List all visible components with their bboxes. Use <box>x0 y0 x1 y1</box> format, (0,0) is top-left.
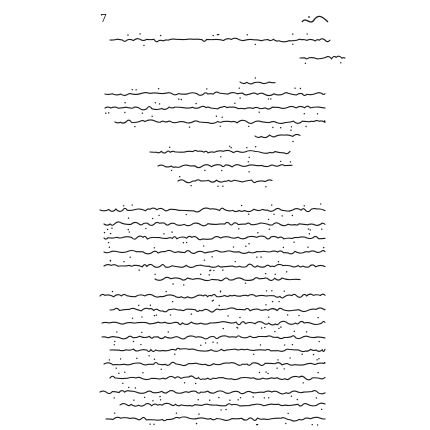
handwritten-line <box>110 308 325 312</box>
handwritten-line <box>115 120 325 124</box>
diacritic-dot <box>278 261 279 262</box>
diacritic-dot <box>308 228 309 229</box>
diacritic-dot <box>275 274 276 275</box>
diacritic-dot <box>158 215 159 216</box>
diacritic-dot <box>285 423 286 424</box>
diacritic-dot <box>257 424 258 425</box>
diacritic-dot <box>104 232 105 233</box>
diacritic-dot <box>124 102 125 103</box>
diacritic-dot <box>318 358 319 359</box>
diacritic-dot <box>222 269 223 270</box>
diacritic-dot <box>230 147 231 148</box>
diacritic-dot <box>156 314 157 315</box>
diacritic-dot <box>272 301 273 302</box>
diacritic-dot <box>195 383 196 384</box>
diacritic-dot <box>129 257 130 258</box>
handwritten-line <box>240 82 275 84</box>
diacritic-dot <box>109 359 110 360</box>
diacritic-dot <box>211 256 212 257</box>
diacritic-dot <box>141 316 142 317</box>
diacritic-dot <box>238 399 239 400</box>
diacritic-dot <box>204 259 205 260</box>
diacritic-dot <box>111 228 112 229</box>
diacritic-dot <box>132 89 133 90</box>
diacritic-dot <box>271 204 272 205</box>
diacritic-dot <box>265 273 266 274</box>
diacritic-dot <box>292 33 293 34</box>
diacritic-dot <box>105 113 106 114</box>
diacritic-dot <box>178 98 179 99</box>
diacritic-dot <box>317 317 318 318</box>
diacritic-dot <box>114 341 115 342</box>
diacritic-dot <box>140 344 141 345</box>
diacritic-dot <box>304 113 305 114</box>
diacritic-dot <box>155 102 156 103</box>
diacritic-dot <box>158 88 159 89</box>
diacritic-dot <box>266 290 267 291</box>
diacritic-dot <box>159 103 160 104</box>
diacritic-dot <box>183 284 184 285</box>
diacritic-dot <box>112 291 113 292</box>
diacritic-dot <box>256 256 257 257</box>
diacritic-dot <box>172 283 173 284</box>
handwritten-line <box>100 294 325 298</box>
handwritten-line <box>110 376 325 380</box>
diacritic-dot <box>249 157 250 158</box>
diacritic-dot <box>276 367 277 368</box>
diacritic-dot <box>190 185 191 186</box>
diacritic-dot <box>127 34 128 35</box>
handwritten-line <box>100 208 325 212</box>
diacritic-dot <box>280 161 281 162</box>
diacritic-dot <box>248 126 249 127</box>
diacritic-dot <box>320 203 321 204</box>
diacritic-dot <box>287 413 288 414</box>
diacritic-dot <box>267 373 268 374</box>
diacritic-dot <box>168 331 169 332</box>
diacritic-dot <box>293 241 294 242</box>
diacritic-dot <box>303 382 304 383</box>
diacritic-dot <box>171 170 172 171</box>
diacritic-dot <box>319 341 320 342</box>
diacritic-dot <box>246 147 247 148</box>
handwritten-line <box>178 180 272 183</box>
handwritten-line <box>120 403 325 406</box>
diacritic-dot <box>261 327 262 328</box>
diacritic-dot <box>108 112 109 113</box>
diacritic-dot <box>206 88 207 89</box>
diacritic-dot <box>248 214 249 215</box>
diacritic-dot <box>176 412 177 413</box>
diacritic-dot <box>132 318 133 319</box>
diacritic-dot <box>248 161 249 162</box>
diacritic-dot <box>216 116 217 117</box>
diacritic-dot <box>272 127 273 128</box>
diacritic-dot <box>124 372 125 373</box>
handwritten-line <box>110 348 325 351</box>
diacritic-dot <box>260 256 261 257</box>
diacritic-dot <box>281 215 282 216</box>
diacritic-dot <box>198 399 199 400</box>
diacritic-dot <box>306 331 307 332</box>
diacritic-dot <box>174 353 175 354</box>
diacritic-dot <box>161 369 162 370</box>
diacritic-dot <box>289 357 290 358</box>
diacritic-dot <box>252 396 253 397</box>
diacritic-dot <box>233 246 234 247</box>
handwritten-line <box>104 264 325 267</box>
diacritic-dot <box>184 382 185 383</box>
diacritic-dot <box>179 176 180 177</box>
diacritic-dot <box>114 344 115 345</box>
diacritic-dot <box>270 98 271 99</box>
diacritic-dot <box>292 344 293 345</box>
diacritic-dot <box>220 156 221 157</box>
diacritic-dot <box>264 397 265 398</box>
diacritic-dot <box>135 387 136 388</box>
diacritic-dot <box>283 247 284 248</box>
diacritic-dot <box>200 345 201 346</box>
diacritic-dot <box>240 397 241 398</box>
diacritic-dot <box>154 315 155 316</box>
diacritic-dot <box>133 341 134 342</box>
diacritic-dot <box>310 229 311 230</box>
diacritic-dot <box>218 34 219 35</box>
diacritic-dot <box>280 326 281 327</box>
diacritic-dot <box>287 314 288 315</box>
diacritic-dot <box>134 126 135 127</box>
diacritic-dot <box>321 409 322 410</box>
diacritic-dot <box>219 305 220 306</box>
handwritten-line <box>104 236 325 240</box>
diacritic-dot <box>248 243 249 244</box>
diacritic-dot <box>195 103 196 104</box>
diacritic-dot <box>136 358 137 359</box>
diacritic-dot <box>160 399 161 400</box>
diacritic-dot <box>241 205 242 206</box>
diacritic-dot <box>292 141 293 142</box>
handwritten-line <box>104 362 325 365</box>
diacritic-dot <box>114 412 115 413</box>
diacritic-dot <box>132 204 133 205</box>
diacritic-dot <box>128 229 129 230</box>
handwritten-line <box>105 106 325 110</box>
diacritic-dot <box>292 44 293 45</box>
diacritic-dot <box>260 344 261 345</box>
diacritic-dot <box>284 290 285 291</box>
diacritic-dot <box>212 35 213 36</box>
diacritic-dot <box>204 170 205 171</box>
diacritic-dot <box>166 291 167 292</box>
diacritic-dot <box>257 232 258 233</box>
diacritic-dot <box>220 126 221 127</box>
diacritic-dot <box>114 397 115 398</box>
diacritic-dot <box>253 354 254 355</box>
diacritic-dot <box>154 359 155 360</box>
handwritten-line <box>102 336 325 339</box>
handwritten-line <box>104 222 325 226</box>
diacritic-dot <box>245 246 246 247</box>
diacritic-dot <box>317 372 318 373</box>
diacritic-dot <box>163 233 164 234</box>
diacritic-dot <box>186 214 187 215</box>
diacritic-dot <box>265 304 266 305</box>
diacritic-dot <box>229 146 230 147</box>
diacritic-dot <box>170 314 171 315</box>
diacritic-dot <box>238 228 239 229</box>
diacritic-dot <box>255 146 256 147</box>
diacritic-dot <box>304 205 305 206</box>
diacritic-dot <box>284 344 285 345</box>
diacritic-dot <box>110 260 111 261</box>
diacritic-dot <box>269 228 270 229</box>
diacritic-dot <box>212 341 213 342</box>
diacritic-dot <box>305 63 306 64</box>
diacritic-dot <box>203 245 204 246</box>
diacritic-dot <box>145 228 146 229</box>
diacritic-dot <box>297 399 298 400</box>
diacritic-dot <box>323 247 324 248</box>
handwritten-line <box>105 92 325 95</box>
diacritic-dot <box>259 372 260 373</box>
diacritic-dot <box>154 274 155 275</box>
diacritic-dot <box>221 117 222 118</box>
diacritic-dot <box>123 205 124 206</box>
diacritic-dot <box>151 116 152 117</box>
diacritic-dot <box>196 423 197 424</box>
diacritic-dot <box>265 371 266 372</box>
diacritic-dot <box>239 97 240 98</box>
diacritic-dot <box>116 368 117 369</box>
diacritic-dot <box>286 271 287 272</box>
diacritic-dot <box>159 396 160 397</box>
diacritic-dot <box>191 313 192 314</box>
diacritic-dot <box>294 331 295 332</box>
diacritic-dot <box>316 359 317 360</box>
diacritic-dot <box>189 126 190 127</box>
diacritic-dot <box>317 424 318 425</box>
diacritic-dot <box>236 327 237 328</box>
diacritic-dot <box>321 229 322 230</box>
diacritic-dot <box>223 328 224 329</box>
diacritic-dot <box>118 373 119 374</box>
handwritten-line <box>150 150 290 153</box>
page-number: 7 <box>100 12 107 25</box>
diacritic-dot <box>153 424 154 425</box>
diacritic-dot <box>255 77 256 78</box>
diacritic-dot <box>265 186 266 187</box>
diacritic-dot <box>149 423 150 424</box>
diacritic-dot <box>280 127 281 128</box>
diacritic-dot <box>313 354 314 355</box>
diacritic-dot <box>160 35 161 36</box>
diacritic-dot <box>138 305 139 306</box>
diacritic-dot <box>200 274 201 275</box>
diacritic-dot <box>142 372 143 373</box>
diacritic-dot <box>148 355 149 356</box>
diacritic-dot <box>133 399 134 400</box>
diacritic-dot <box>309 233 310 234</box>
diacritic-dot <box>264 327 265 328</box>
diacritic-dot <box>277 359 278 360</box>
diacritic-dot <box>234 103 235 104</box>
diacritic-dot <box>129 231 130 232</box>
diacritic-dot <box>123 261 124 262</box>
diacritic-dot <box>212 300 213 301</box>
diacritic-dot <box>107 229 108 230</box>
diacritic-dot <box>152 218 153 219</box>
diacritic-dot <box>205 342 206 343</box>
diacritic-dot <box>239 87 240 88</box>
handwritten-line <box>155 277 300 280</box>
diacritic-dot <box>235 261 236 262</box>
diacritic-dot <box>120 358 121 359</box>
diacritic-dot <box>255 44 256 45</box>
diacritic-dot <box>213 270 214 271</box>
diacritic-dot <box>172 301 173 302</box>
diacritic-dot <box>258 111 259 112</box>
diacritic-dot <box>268 317 269 318</box>
diacritic-dot <box>220 291 221 292</box>
diacritic-dot <box>278 301 279 302</box>
diacritic-dot <box>109 247 110 248</box>
diacritic-dot <box>227 315 228 316</box>
diacritic-dot <box>300 88 301 89</box>
diacritic-dot <box>218 397 219 398</box>
diacritic-dot <box>198 413 199 414</box>
handwritten-line <box>158 165 292 168</box>
diacritic-dot <box>284 368 285 369</box>
diacritic-dot <box>268 219 269 220</box>
diacritic-dot <box>268 98 269 99</box>
diacritic-dot <box>154 247 155 248</box>
handwritten-line <box>300 56 345 59</box>
handwritten-line <box>255 134 300 137</box>
diacritic-dot <box>181 99 182 100</box>
diacritic-dot <box>312 424 313 425</box>
diacritic-dot <box>116 331 117 332</box>
diacritic-dot <box>122 383 123 384</box>
diacritic-dot <box>278 328 279 329</box>
diacritic-dot <box>273 214 274 215</box>
diacritic-dot <box>301 354 302 355</box>
diacritic-dot <box>217 186 218 187</box>
diacritic-dot <box>317 113 318 114</box>
diacritic-dot <box>128 387 129 388</box>
diacritic-dot <box>268 397 269 398</box>
diacritic-dot <box>209 400 210 401</box>
diacritic-dot <box>135 89 136 90</box>
diacritic-dot <box>225 409 226 410</box>
handwritten-line <box>100 391 325 394</box>
diacritic-dot <box>217 34 218 35</box>
diacritic-dot <box>340 62 341 63</box>
diacritic-dot <box>305 126 306 127</box>
diacritic-dot <box>142 112 143 113</box>
handwritten-line <box>106 417 325 421</box>
diacritic-dot <box>247 34 248 35</box>
diacritic-dot <box>239 317 240 318</box>
diacritic-dot <box>271 290 272 291</box>
diacritic-dot <box>290 130 291 131</box>
diacritic-dot <box>229 400 230 401</box>
diacritic-dot <box>183 242 184 243</box>
diacritic-dot <box>222 185 223 186</box>
diacritic-dot <box>138 269 139 270</box>
handwritten-line <box>102 321 325 325</box>
diacritic-dot <box>298 315 299 316</box>
diacritic-dot <box>141 332 142 333</box>
diacritic-dot <box>291 395 292 396</box>
diacritic-dot <box>128 217 129 218</box>
diacritic-dot <box>150 305 151 306</box>
diacritic-dot <box>248 171 249 172</box>
diacritic-dot <box>186 242 187 243</box>
diacritic-dot <box>169 147 170 148</box>
diacritic-dot <box>144 397 145 398</box>
diacritic-dot <box>124 112 125 113</box>
diacritic-dot <box>152 400 153 401</box>
diacritic-dot <box>294 87 295 88</box>
diacritic-dot <box>291 126 292 127</box>
diacritic-dot <box>316 397 317 398</box>
diacritic-dot <box>274 331 275 332</box>
diacritic-dot <box>245 282 246 283</box>
diacritic-dot <box>210 269 211 270</box>
handwritten-line <box>110 38 330 42</box>
diacritic-dot <box>290 161 291 162</box>
diacritic-dot <box>220 409 221 410</box>
diacritic-dot <box>143 45 144 46</box>
diacritic-dot <box>307 247 308 248</box>
diacritic-dot <box>306 33 307 34</box>
diacritic-dot <box>292 215 293 216</box>
diacritic-dot <box>110 233 111 234</box>
diacritic-dot <box>139 33 140 34</box>
handwritten-line <box>104 250 325 253</box>
diacritic-dot <box>221 170 222 171</box>
diacritic-dot <box>171 231 172 232</box>
diacritic-dot <box>209 274 210 275</box>
diacritic-dot <box>217 342 218 343</box>
diacritic-dot <box>108 242 109 243</box>
